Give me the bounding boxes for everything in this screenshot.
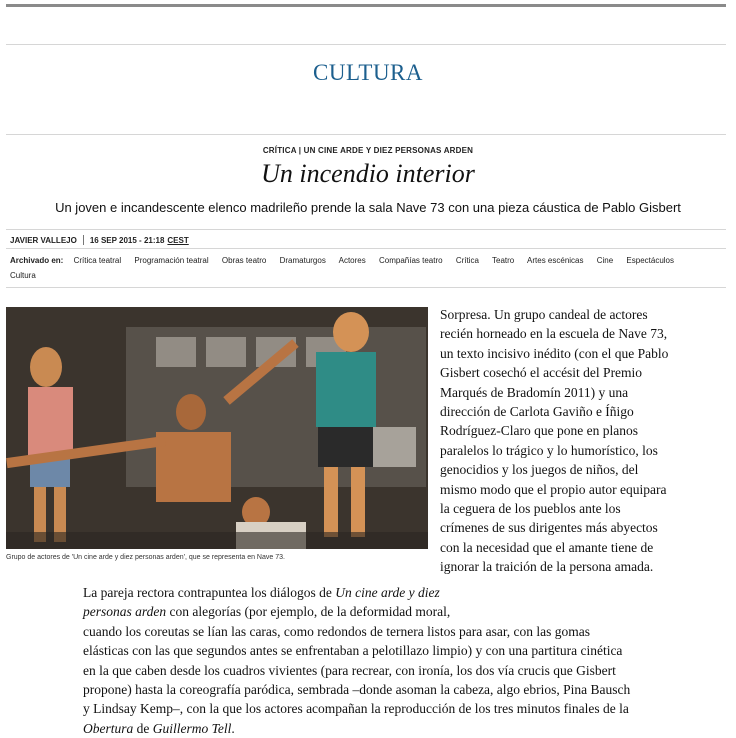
- text-line: recién horneado en la escuela de Nave 73,: [440, 326, 668, 342]
- text-line: propone) hasta la coreografía paródica, sembrada –donde asoman la cabeza, algo ebrios, Pina Bausch: [83, 682, 631, 698]
- lead-paragraph: [440, 305, 732, 577]
- text-line: genocidios y los juegos de niños, del: [440, 462, 639, 478]
- author-name[interactable]: JAVIER VALLEJO: [10, 235, 77, 245]
- play-title: Un cine arde y diez: [335, 585, 440, 600]
- section-title[interactable]: CULTURA: [313, 60, 423, 85]
- text-run: .: [231, 720, 235, 736]
- text-line: con la necesidad que el amante tiene de: [440, 539, 654, 555]
- text-line: Gisbert cosechó el accésit del Premio: [440, 365, 643, 381]
- tag-link[interactable]: Espectáculos: [626, 256, 675, 265]
- work-title: Guillermo Tell: [152, 720, 232, 736]
- tag-link[interactable]: Crítica: [455, 256, 479, 265]
- tags-label: Archivado en:: [10, 256, 64, 265]
- text-line: en la que caben desde los cuadros vivientes (para recrear, con ironía, los dos vía crucis que Gisbert: [83, 662, 616, 678]
- text-line: Marqués de Bradomín 2011) y una: [440, 384, 629, 400]
- text-line: paralelos lo trágico y lo humorístico, los: [440, 442, 658, 458]
- text-run: de: [133, 720, 153, 736]
- divider: [6, 44, 726, 45]
- text-line: la ceguera de los pueblos ante los: [440, 501, 621, 517]
- text-line: Rodríguez-Claro que pone en planos: [440, 423, 638, 439]
- divider: [6, 134, 726, 135]
- text-line: elásticas con las que segundos antes se enfrentaban a pelotillazo limpio) y con una partitura cinética: [83, 643, 623, 659]
- tag-link[interactable]: Teatro: [492, 256, 515, 265]
- tag-link[interactable]: Cine: [596, 256, 614, 265]
- text-line: un texto incisivo inédito (con el que Pablo: [440, 345, 669, 361]
- tag-link[interactable]: Compañías teatro: [378, 256, 443, 265]
- divider: [6, 229, 726, 230]
- tag-link[interactable]: Crítica teatral: [73, 256, 122, 265]
- publish-date: 16 SEP 2015 - 21:18: [89, 235, 165, 245]
- text-line: crímenes de sus dirigentes más abyectos: [440, 520, 658, 536]
- tag-link[interactable]: Cultura: [10, 271, 36, 280]
- divider: [6, 287, 726, 288]
- article-photo: [6, 307, 428, 549]
- body-paragraph: [83, 583, 693, 738]
- top-border: [6, 4, 726, 7]
- text-line: Sorpresa. Un grupo candeal de actores: [440, 307, 648, 322]
- tag-link[interactable]: Obras teatro: [221, 256, 267, 265]
- tag-link[interactable]: Artes escénicas: [527, 256, 584, 265]
- text-line: mismo modo que el propio autor equipara: [440, 481, 667, 497]
- divider: [6, 248, 726, 249]
- tag-list: [10, 253, 710, 283]
- text-line: cuando los coreutas se lían las caras, como redondos de ternera listos para asar, con las gomas: [83, 623, 591, 639]
- tag-link[interactable]: Dramaturgos: [279, 256, 326, 265]
- play-title: personas arden: [83, 604, 167, 620]
- text-line: dirección de Carlota Gaviño e Íñigo: [440, 404, 634, 420]
- text-line: y Lindsay Kemp–, con la que los actores acompañan la reproducción de los tres minutos finales de la: [83, 701, 629, 717]
- article-kicker: CRÍTICA | UN CINE ARDE Y DIEZ PERSONAS ARDEN: [262, 146, 474, 155]
- timezone-link[interactable]: CEST: [167, 235, 189, 245]
- article-subtitle: Un joven e incandescente elenco madrileño prende la sala Nave 73 con una pieza cáustica de Pablo Gisbert: [55, 200, 681, 215]
- text-run: La pareja rectora contrapuntea los diálogos de: [83, 585, 336, 600]
- article-headline: Un incendio interior: [261, 159, 475, 188]
- photo-caption: Grupo de actores de 'Un cine arde y diez personas arden', que se representa en Nave 73.: [6, 554, 285, 561]
- text-line: ignorar la traición de la persona amada.: [440, 559, 654, 575]
- tag-link[interactable]: Actores: [338, 256, 366, 265]
- work-title: Obertura: [83, 720, 134, 736]
- dancers-illustration: [6, 307, 428, 549]
- byline-separator: [83, 235, 84, 245]
- byline: [10, 234, 189, 246]
- text-run: con alegorías (por ejemplo, de la deformidad moral,: [166, 604, 451, 620]
- tag-link[interactable]: Programación teatral: [134, 256, 209, 265]
